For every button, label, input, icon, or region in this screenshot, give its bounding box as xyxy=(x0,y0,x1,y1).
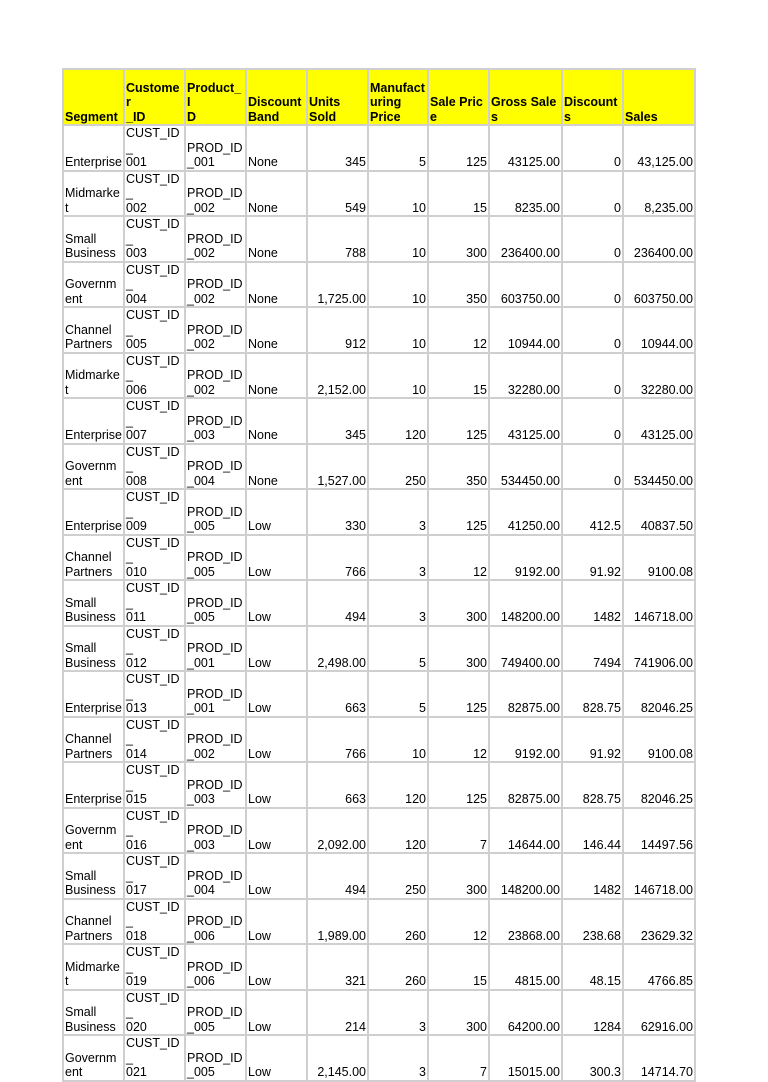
cell-sale-price: 125 xyxy=(428,762,489,808)
cell-discount-band: Low xyxy=(246,626,307,672)
cell-units-sold: 2,152.00 xyxy=(307,353,368,399)
cell-discounts: 0 xyxy=(562,171,623,217)
cell-manufacturing-price: 10 xyxy=(368,171,428,217)
table-row xyxy=(63,626,695,672)
cell-sales: 146718.00 xyxy=(623,580,695,626)
header-sales: Sales xyxy=(623,69,695,125)
cell-product-id: PROD_ID _002 xyxy=(185,262,246,308)
cell-customer-id: CUST_ID_ 007 xyxy=(124,398,185,444)
cell-sale-price: 125 xyxy=(428,489,489,535)
cell-product-id: PROD_ID _002 xyxy=(185,171,246,217)
cell-sale-price: 12 xyxy=(428,717,489,763)
cell-product-id: PROD_ID _005 xyxy=(185,489,246,535)
cell-product-id: PROD_ID _002 xyxy=(185,717,246,763)
table-row xyxy=(63,580,695,626)
cell-customer-id: CUST_ID_ 008 xyxy=(124,444,185,490)
cell-discount-band: Low xyxy=(246,762,307,808)
cell-manufacturing-price: 10 xyxy=(368,262,428,308)
cell-gross-sales: 64200.00 xyxy=(489,990,562,1036)
cell-segment: Enterprise xyxy=(63,762,124,808)
cell-product-id: PROD_ID _002 xyxy=(185,216,246,262)
table-row xyxy=(63,762,695,808)
table-row xyxy=(63,489,695,535)
cell-units-sold: 549 xyxy=(307,171,368,217)
cell-sale-price: 125 xyxy=(428,398,489,444)
cell-product-id: PROD_ID _005 xyxy=(185,990,246,1036)
cell-sales: 603750.00 xyxy=(623,262,695,308)
cell-manufacturing-price: 3 xyxy=(368,1035,428,1081)
table-row xyxy=(63,398,695,444)
cell-gross-sales: 4815.00 xyxy=(489,944,562,990)
cell-segment: Midmarke t xyxy=(63,944,124,990)
cell-discount-band: None xyxy=(246,307,307,353)
cell-discount-band: None xyxy=(246,171,307,217)
cell-manufacturing-price: 10 xyxy=(368,717,428,763)
cell-units-sold: 2,498.00 xyxy=(307,626,368,672)
cell-discounts: 7494 xyxy=(562,626,623,672)
cell-sale-price: 12 xyxy=(428,899,489,945)
cell-manufacturing-price: 3 xyxy=(368,489,428,535)
table-row xyxy=(63,216,695,262)
table-row xyxy=(63,944,695,990)
cell-units-sold: 766 xyxy=(307,717,368,763)
cell-discounts: 0 xyxy=(562,216,623,262)
cell-product-id: PROD_ID _003 xyxy=(185,762,246,808)
cell-customer-id: CUST_ID_ 016 xyxy=(124,808,185,854)
cell-manufacturing-price: 10 xyxy=(368,307,428,353)
cell-sale-price: 12 xyxy=(428,307,489,353)
cell-gross-sales: 82875.00 xyxy=(489,671,562,717)
cell-manufacturing-price: 260 xyxy=(368,944,428,990)
cell-gross-sales: 9192.00 xyxy=(489,717,562,763)
cell-customer-id: CUST_ID_ 018 xyxy=(124,899,185,945)
table-row xyxy=(63,353,695,399)
cell-customer-id: CUST_ID_ 015 xyxy=(124,762,185,808)
cell-gross-sales: 9192.00 xyxy=(489,535,562,581)
cell-sale-price: 350 xyxy=(428,262,489,308)
cell-sale-price: 7 xyxy=(428,1035,489,1081)
cell-discounts: 0 xyxy=(562,307,623,353)
cell-sale-price: 350 xyxy=(428,444,489,490)
cell-discount-band: None xyxy=(246,444,307,490)
cell-sale-price: 125 xyxy=(428,671,489,717)
header-row xyxy=(63,69,695,125)
cell-segment: Governm ent xyxy=(63,808,124,854)
cell-discounts: 91.92 xyxy=(562,717,623,763)
cell-customer-id: CUST_ID_ 017 xyxy=(124,853,185,899)
cell-segment: Small Business xyxy=(63,216,124,262)
header-sale-price: Sale Price xyxy=(428,69,489,125)
cell-product-id: PROD_ID _002 xyxy=(185,307,246,353)
cell-segment: Small Business xyxy=(63,853,124,899)
cell-customer-id: CUST_ID_ 005 xyxy=(124,307,185,353)
cell-gross-sales: 23868.00 xyxy=(489,899,562,945)
cell-sales: 82046.25 xyxy=(623,671,695,717)
cell-segment: Governm ent xyxy=(63,262,124,308)
cell-customer-id: CUST_ID_ 013 xyxy=(124,671,185,717)
cell-discounts: 91.92 xyxy=(562,535,623,581)
cell-product-id: PROD_ID _006 xyxy=(185,899,246,945)
cell-segment: Enterprise xyxy=(63,489,124,535)
cell-customer-id: CUST_ID_ 003 xyxy=(124,216,185,262)
cell-sale-price: 300 xyxy=(428,990,489,1036)
cell-discount-band: Low xyxy=(246,717,307,763)
cell-sale-price: 15 xyxy=(428,171,489,217)
cell-product-id: PROD_ID _003 xyxy=(185,808,246,854)
cell-discounts: 1482 xyxy=(562,580,623,626)
cell-units-sold: 1,725.00 xyxy=(307,262,368,308)
cell-product-id: PROD_ID _001 xyxy=(185,626,246,672)
header-gross-sales: Gross Sales xyxy=(489,69,562,125)
table-row xyxy=(63,899,695,945)
cell-gross-sales: 10944.00 xyxy=(489,307,562,353)
cell-gross-sales: 148200.00 xyxy=(489,580,562,626)
cell-discount-band: Low xyxy=(246,808,307,854)
cell-manufacturing-price: 260 xyxy=(368,899,428,945)
cell-discounts: 412.5 xyxy=(562,489,623,535)
cell-gross-sales: 603750.00 xyxy=(489,262,562,308)
cell-gross-sales: 236400.00 xyxy=(489,216,562,262)
cell-gross-sales: 749400.00 xyxy=(489,626,562,672)
header-units-sold: Units Sold xyxy=(307,69,368,125)
cell-segment: Governm ent xyxy=(63,444,124,490)
cell-customer-id: CUST_ID_ 004 xyxy=(124,262,185,308)
header-product-id: Product_I D xyxy=(185,69,246,125)
table-row xyxy=(63,671,695,717)
cell-units-sold: 663 xyxy=(307,671,368,717)
cell-manufacturing-price: 120 xyxy=(368,762,428,808)
cell-segment: Enterprise xyxy=(63,671,124,717)
table-row xyxy=(63,1035,695,1081)
cell-customer-id: CUST_ID_ 010 xyxy=(124,535,185,581)
cell-sales: 9100.08 xyxy=(623,717,695,763)
cell-units-sold: 663 xyxy=(307,762,368,808)
cell-gross-sales: 82875.00 xyxy=(489,762,562,808)
cell-gross-sales: 43125.00 xyxy=(489,398,562,444)
cell-sale-price: 15 xyxy=(428,353,489,399)
cell-discount-band: None xyxy=(246,216,307,262)
cell-units-sold: 788 xyxy=(307,216,368,262)
cell-gross-sales: 8235.00 xyxy=(489,171,562,217)
cell-product-id: PROD_ID _005 xyxy=(185,580,246,626)
cell-sale-price: 300 xyxy=(428,216,489,262)
cell-discounts: 1284 xyxy=(562,990,623,1036)
cell-sale-price: 7 xyxy=(428,808,489,854)
cell-sale-price: 15 xyxy=(428,944,489,990)
cell-units-sold: 766 xyxy=(307,535,368,581)
header-discount-band: Discount Band xyxy=(246,69,307,125)
cell-segment: Channel Partners xyxy=(63,717,124,763)
cell-units-sold: 345 xyxy=(307,125,368,171)
cell-segment: Midmarke t xyxy=(63,353,124,399)
table-row xyxy=(63,808,695,854)
cell-discount-band: None xyxy=(246,398,307,444)
cell-segment: Channel Partners xyxy=(63,535,124,581)
cell-manufacturing-price: 5 xyxy=(368,626,428,672)
cell-sale-price: 125 xyxy=(428,125,489,171)
cell-manufacturing-price: 10 xyxy=(368,216,428,262)
cell-customer-id: CUST_ID_ 019 xyxy=(124,944,185,990)
cell-customer-id: CUST_ID_ 006 xyxy=(124,353,185,399)
cell-discount-band: None xyxy=(246,125,307,171)
cell-segment: Midmarke t xyxy=(63,171,124,217)
cell-sales: 534450.00 xyxy=(623,444,695,490)
cell-sales: 62916.00 xyxy=(623,990,695,1036)
cell-manufacturing-price: 3 xyxy=(368,990,428,1036)
cell-manufacturing-price: 3 xyxy=(368,535,428,581)
cell-manufacturing-price: 250 xyxy=(368,853,428,899)
cell-sales: 10944.00 xyxy=(623,307,695,353)
cell-gross-sales: 41250.00 xyxy=(489,489,562,535)
cell-discount-band: Low xyxy=(246,990,307,1036)
cell-discounts: 238.68 xyxy=(562,899,623,945)
cell-sales: 43125.00 xyxy=(623,398,695,444)
cell-sales: 236400.00 xyxy=(623,216,695,262)
cell-product-id: PROD_ID _001 xyxy=(185,125,246,171)
cell-gross-sales: 14644.00 xyxy=(489,808,562,854)
cell-discounts: 300.3 xyxy=(562,1035,623,1081)
cell-units-sold: 2,145.00 xyxy=(307,1035,368,1081)
cell-segment: Channel Partners xyxy=(63,307,124,353)
cell-segment: Small Business xyxy=(63,580,124,626)
cell-gross-sales: 32280.00 xyxy=(489,353,562,399)
cell-discount-band: Low xyxy=(246,580,307,626)
cell-gross-sales: 148200.00 xyxy=(489,853,562,899)
cell-discounts: 0 xyxy=(562,444,623,490)
cell-units-sold: 1,527.00 xyxy=(307,444,368,490)
cell-discounts: 146.44 xyxy=(562,808,623,854)
cell-customer-id: CUST_ID_ 002 xyxy=(124,171,185,217)
cell-discounts: 0 xyxy=(562,262,623,308)
table-header xyxy=(63,69,695,125)
cell-sales: 40837.50 xyxy=(623,489,695,535)
cell-units-sold: 1,989.00 xyxy=(307,899,368,945)
cell-discounts: 0 xyxy=(562,125,623,171)
cell-sales: 14714.70 xyxy=(623,1035,695,1081)
cell-sales: 23629.32 xyxy=(623,899,695,945)
cell-discount-band: Low xyxy=(246,853,307,899)
cell-manufacturing-price: 120 xyxy=(368,808,428,854)
cell-sales: 8,235.00 xyxy=(623,171,695,217)
table-row xyxy=(63,171,695,217)
cell-sale-price: 300 xyxy=(428,580,489,626)
cell-manufacturing-price: 5 xyxy=(368,125,428,171)
table-body xyxy=(63,125,695,1081)
cell-manufacturing-price: 5 xyxy=(368,671,428,717)
table-row xyxy=(63,990,695,1036)
table-row xyxy=(63,307,695,353)
cell-segment: Enterprise xyxy=(63,125,124,171)
cell-customer-id: CUST_ID_ 014 xyxy=(124,717,185,763)
cell-sales: 4766.85 xyxy=(623,944,695,990)
cell-discount-band: None xyxy=(246,353,307,399)
cell-sales: 82046.25 xyxy=(623,762,695,808)
header-segment: Segment xyxy=(63,69,124,125)
cell-segment: Small Business xyxy=(63,990,124,1036)
cell-product-id: PROD_ID _001 xyxy=(185,671,246,717)
cell-product-id: PROD_ID _004 xyxy=(185,444,246,490)
cell-gross-sales: 43125.00 xyxy=(489,125,562,171)
cell-discounts: 1482 xyxy=(562,853,623,899)
cell-sales: 43,125.00 xyxy=(623,125,695,171)
cell-units-sold: 345 xyxy=(307,398,368,444)
cell-units-sold: 2,092.00 xyxy=(307,808,368,854)
cell-sale-price: 300 xyxy=(428,626,489,672)
cell-customer-id: CUST_ID_ 011 xyxy=(124,580,185,626)
header-customer-id: Customer _ID xyxy=(124,69,185,125)
cell-product-id: PROD_ID _005 xyxy=(185,535,246,581)
cell-product-id: PROD_ID _004 xyxy=(185,853,246,899)
cell-discount-band: Low xyxy=(246,944,307,990)
cell-discounts: 0 xyxy=(562,398,623,444)
cell-customer-id: CUST_ID_ 020 xyxy=(124,990,185,1036)
cell-segment: Governm ent xyxy=(63,1035,124,1081)
header-discounts: Discounts xyxy=(562,69,623,125)
cell-manufacturing-price: 250 xyxy=(368,444,428,490)
cell-gross-sales: 534450.00 xyxy=(489,444,562,490)
cell-customer-id: CUST_ID_ 001 xyxy=(124,125,185,171)
table-row xyxy=(63,125,695,171)
sales-data-table xyxy=(62,68,696,1082)
cell-manufacturing-price: 10 xyxy=(368,353,428,399)
table-row xyxy=(63,853,695,899)
cell-customer-id: CUST_ID_ 021 xyxy=(124,1035,185,1081)
cell-product-id: PROD_ID _005 xyxy=(185,1035,246,1081)
cell-units-sold: 330 xyxy=(307,489,368,535)
cell-discounts: 828.75 xyxy=(562,762,623,808)
cell-sales: 9100.08 xyxy=(623,535,695,581)
cell-discount-band: None xyxy=(246,262,307,308)
cell-segment: Small Business xyxy=(63,626,124,672)
cell-discount-band: Low xyxy=(246,535,307,581)
cell-manufacturing-price: 3 xyxy=(368,580,428,626)
cell-sales: 146718.00 xyxy=(623,853,695,899)
cell-product-id: PROD_ID _002 xyxy=(185,353,246,399)
cell-discounts: 48.15 xyxy=(562,944,623,990)
cell-units-sold: 321 xyxy=(307,944,368,990)
table-row xyxy=(63,444,695,490)
cell-discount-band: Low xyxy=(246,671,307,717)
cell-discounts: 828.75 xyxy=(562,671,623,717)
cell-sales: 741906.00 xyxy=(623,626,695,672)
cell-product-id: PROD_ID _006 xyxy=(185,944,246,990)
table-row xyxy=(63,262,695,308)
cell-discounts: 0 xyxy=(562,353,623,399)
cell-units-sold: 494 xyxy=(307,853,368,899)
cell-product-id: PROD_ID _003 xyxy=(185,398,246,444)
cell-gross-sales: 15015.00 xyxy=(489,1035,562,1081)
cell-segment: Channel Partners xyxy=(63,899,124,945)
cell-sales: 32280.00 xyxy=(623,353,695,399)
cell-segment: Enterprise xyxy=(63,398,124,444)
cell-customer-id: CUST_ID_ 012 xyxy=(124,626,185,672)
cell-units-sold: 214 xyxy=(307,990,368,1036)
cell-sales: 14497.56 xyxy=(623,808,695,854)
table-row xyxy=(63,535,695,581)
cell-sale-price: 300 xyxy=(428,853,489,899)
cell-discount-band: Low xyxy=(246,1035,307,1081)
cell-sale-price: 12 xyxy=(428,535,489,581)
cell-discount-band: Low xyxy=(246,489,307,535)
header-manufacturing-price: Manufact uring Price xyxy=(368,69,428,125)
cell-customer-id: CUST_ID_ 009 xyxy=(124,489,185,535)
cell-units-sold: 494 xyxy=(307,580,368,626)
cell-discount-band: Low xyxy=(246,899,307,945)
cell-units-sold: 912 xyxy=(307,307,368,353)
table-row xyxy=(63,717,695,763)
cell-manufacturing-price: 120 xyxy=(368,398,428,444)
